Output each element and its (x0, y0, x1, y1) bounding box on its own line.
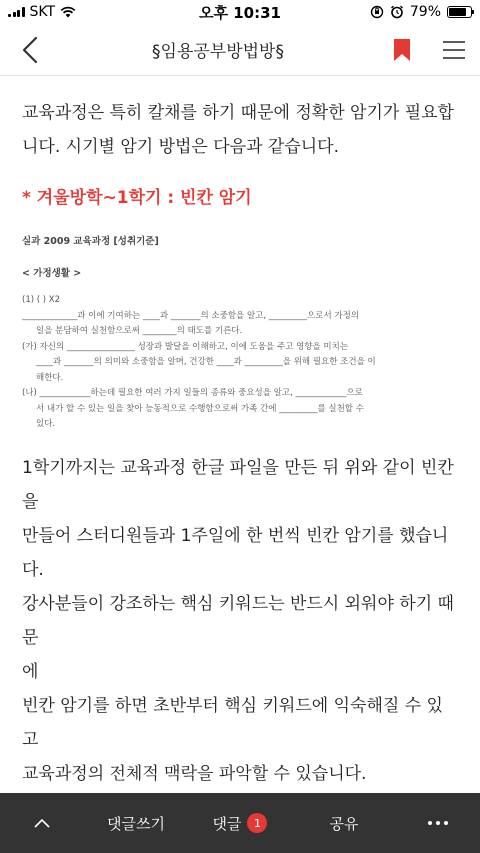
chevron-left-icon (22, 36, 38, 64)
comment-count-badge: 1 (247, 813, 267, 833)
status-left (8, 4, 168, 20)
method-paragraph (22, 451, 458, 791)
post-content (0, 77, 480, 793)
curriculum-scan-image (22, 233, 458, 433)
nav-actions (376, 24, 480, 76)
battery-percent: 79% (409, 4, 441, 20)
clock: 오후 10:31 (199, 3, 281, 22)
status-right (312, 4, 472, 20)
more-dots-icon (428, 821, 448, 825)
nav-bar (0, 24, 480, 76)
intro-paragraph: 교육과정은 특히 칼채를 하기 때문에 정확한 암기가 필요합니다. 시기별 암기 방법은 다음과 같습니다. (22, 103, 454, 157)
scan-line: 해한다. (36, 372, 64, 383)
method-line: 에 (22, 661, 39, 682)
write-comment-button[interactable] (84, 813, 188, 834)
method-line: 만들어 스터디원들과 1주일에 한 번씩 빈칸 암기를 했습니다. (22, 525, 449, 580)
method-line: 빈칸 암기를 하면 초반부터 핵심 키워드에 익숙해질 수 있고 (22, 695, 443, 750)
scan-line: 일을 분담하여 실천함으로써 ________의 태도를 기른다. (36, 326, 243, 336)
scan-line: (나) ____________하는데 필요한 여러 가지 일들의 종류와 중요성을 알고, ____________으로 (22, 388, 363, 398)
write-comment-label: 댓글쓰기 (107, 814, 165, 833)
comments-button[interactable] (188, 813, 292, 834)
signal-strength-icon (8, 7, 25, 17)
method-line: 강사분들이 강조하는 핵심 키워드는 반드시 외워야 하기 때문 (22, 593, 454, 648)
scan-line: (1) ( ) X2 (22, 295, 61, 305)
scroll-top-button[interactable] (0, 793, 84, 853)
hamburger-menu-icon (442, 40, 466, 60)
back-button[interactable] (0, 24, 60, 76)
battery-icon (447, 6, 472, 18)
page-title: §임용공부방법방§ (152, 42, 284, 62)
method-line: 1학기까지는 교육과정 한글 파일을 만든 뒤 위와 같이 빈칸을 (22, 457, 454, 512)
bottom-toolbar (0, 793, 480, 853)
chevron-up-icon (34, 818, 50, 828)
status-bar (0, 0, 480, 24)
scan-line: 서 내가 할 수 있는 일을 찾아 능동적으로 수행함으로써 가족 간에 _________를 실천할 수 (36, 403, 364, 414)
share-label: 공유 (329, 814, 359, 833)
bookmark-icon (393, 38, 411, 62)
scan-line: 있다. (36, 419, 56, 429)
wifi-icon (60, 6, 76, 18)
scan-line: (가) 자신의 ________________ 성장과 발달을 이해하고, 이에 도움을 주고 영향을 미치는 (22, 341, 349, 352)
scan-line: _____________과 이에 기여하는 ____과 _______의 소중함을 알고, _________으로서 가정의 (22, 310, 360, 321)
menu-button[interactable] (428, 24, 480, 76)
scan-title: 실과 2009 교육과정 [성취기준] (22, 236, 159, 247)
carrier-label: SKT (29, 4, 56, 20)
scan-line: ____과 _______의 의미와 소중함을 알며, 건강한 ____과 _________을 위해 필요한 조건을 이 (36, 357, 376, 367)
more-options-button[interactable] (396, 793, 480, 853)
scan-lines (22, 293, 458, 433)
alarm-icon (390, 5, 404, 19)
orientation-lock-icon (370, 5, 384, 19)
battery-fill (449, 8, 466, 16)
share-button[interactable] (292, 813, 396, 834)
comments-label: 댓글 (212, 814, 242, 833)
method-line: 교육과정의 전체적 맥락을 파악할 수 있습니다. (22, 763, 367, 784)
section-heading-winter: * 겨울방학~1학기 : 빈칸 암기 (22, 188, 252, 208)
scan-section: < 가정생활 > (22, 268, 82, 279)
bookmark-button[interactable] (376, 24, 428, 76)
